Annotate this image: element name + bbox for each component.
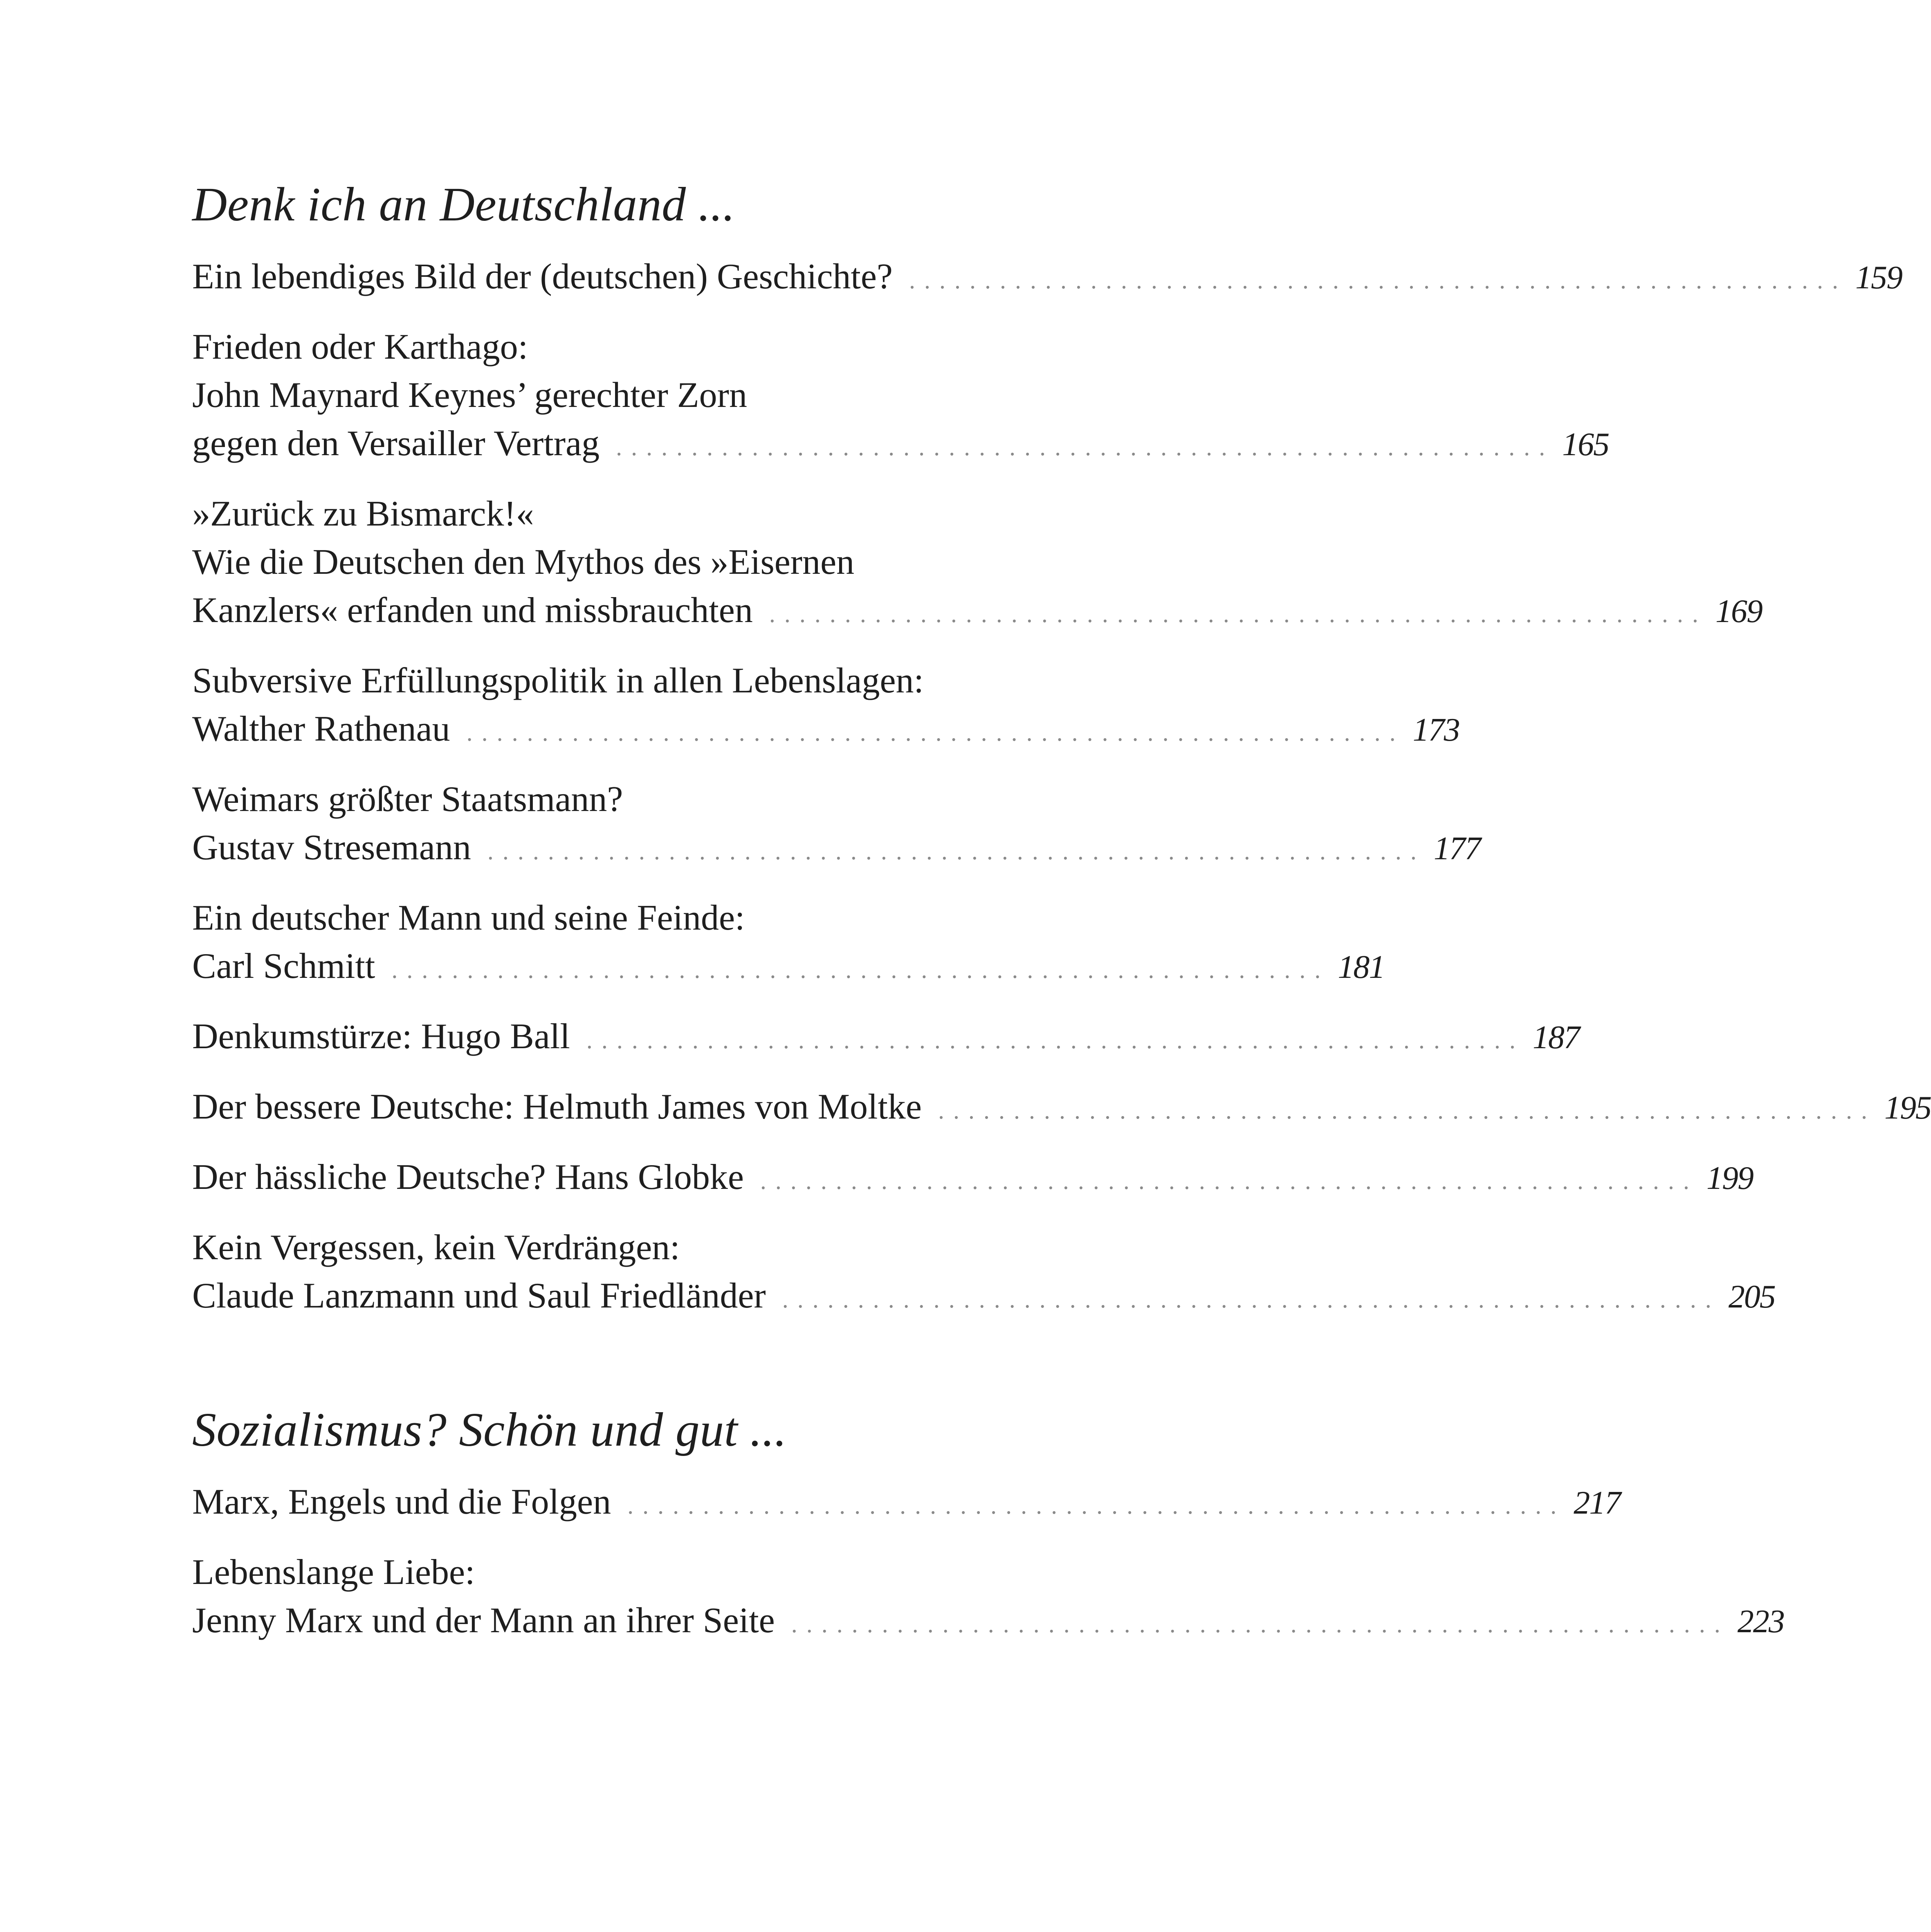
- toc-entry[interactable]: [192, 1224, 1775, 1323]
- page-number: 195: [1884, 1090, 1931, 1126]
- entry-last-line: [192, 942, 1385, 994]
- entry-title-line: Weimars größter Staatsmann?: [192, 780, 623, 819]
- dot-leader: ..............................................................: [616, 434, 1554, 461]
- page-number: 205: [1728, 1279, 1775, 1315]
- entry-title-line: Der hässliche Deutsche? Hans Globke: [192, 1157, 744, 1197]
- entry-title-line: John Maynard Keynes’ gerechter Zorn: [192, 375, 747, 415]
- toc-entry[interactable]: [192, 1153, 1753, 1205]
- entry-title-line: Walther Rathenau: [192, 709, 450, 749]
- dot-leader: ..............................................................: [938, 1097, 1876, 1124]
- entry-last-line: [192, 1478, 1621, 1530]
- entry-last-line: [192, 1272, 1775, 1323]
- page-number: 181: [1338, 949, 1385, 985]
- page-number: 169: [1715, 593, 1762, 629]
- entry-title-line: Carl Schmitt: [192, 946, 375, 986]
- page-number: 199: [1706, 1160, 1753, 1196]
- page-number: 217: [1574, 1485, 1621, 1521]
- entry-last-line: [192, 1083, 1931, 1134]
- entry-title-line: Marx, Engels und die Folgen: [192, 1482, 611, 1522]
- entry-title-line: Gustav Stresemann: [192, 828, 471, 867]
- page-number: 173: [1412, 712, 1459, 748]
- entry-last-line: [192, 1597, 1784, 1648]
- page-number: 177: [1433, 831, 1480, 867]
- dot-leader: ..............................................................: [909, 267, 1847, 294]
- entry-title-line: Kanzlers« erfanden und missbrauchten: [192, 591, 753, 630]
- entry-title-line: Ein lebendiges Bild der (deutschen) Geschichte?: [192, 257, 893, 297]
- table-of-contents: [192, 176, 1931, 1667]
- toc-entry[interactable]: [192, 1548, 1784, 1648]
- toc-entry[interactable]: [192, 1083, 1931, 1134]
- dot-leader: ..............................................................: [586, 1027, 1525, 1054]
- section-title: Sozialismus? Schön und gut ...: [192, 1403, 787, 1456]
- page-number: 187: [1532, 1020, 1579, 1056]
- toc-entry[interactable]: [192, 323, 1609, 471]
- dot-leader: ..............................................................: [791, 1611, 1729, 1638]
- entry-last-line: [192, 824, 1480, 875]
- entry-title-line: Lebenslange Liebe:: [192, 1552, 475, 1592]
- entry-last-line: [192, 586, 1762, 638]
- entry-last-line: [192, 420, 1609, 471]
- entry-title-line: »Zurück zu Bismarck!«: [192, 494, 534, 534]
- toc-entry[interactable]: [192, 894, 1385, 994]
- entry-title-line: Der bessere Deutsche: Helmuth James von Moltke: [192, 1087, 922, 1127]
- toc-section-deutschland: [192, 176, 1931, 1323]
- entry-title-line: gegen den Versailler Vertrag: [192, 424, 600, 463]
- entry-title-line: Wie die Deutschen den Mythos des »Eisernen: [192, 542, 855, 582]
- page-number: 159: [1855, 260, 1902, 296]
- page-number: 165: [1562, 427, 1609, 463]
- entry-last-line: [192, 705, 1459, 757]
- entry-title-line: Denkumstürze: Hugo Ball: [192, 1017, 570, 1056]
- entry-last-line: [192, 253, 1902, 304]
- entry-title-line: Jenny Marx und der Mann an ihrer Seite: [192, 1601, 775, 1640]
- entry-title-line: Subversive Erfüllungspolitik in allen Lebenslagen:: [192, 661, 924, 701]
- dot-leader: ..............................................................: [391, 956, 1330, 983]
- dot-leader: ..............................................................: [782, 1286, 1720, 1313]
- entry-title-line: Kein Vergessen, kein Verdrängen:: [192, 1228, 680, 1267]
- toc-entry[interactable]: [192, 775, 1480, 875]
- dot-leader: ..............................................................: [769, 600, 1707, 627]
- toc-entry[interactable]: [192, 253, 1902, 304]
- dot-leader: ..............................................................: [487, 838, 1426, 865]
- section-title: Denk ich an Deutschland ...: [192, 177, 735, 231]
- toc-entry[interactable]: [192, 1013, 1579, 1064]
- entry-title-line: Claude Lanzmann und Saul Friedländer: [192, 1276, 766, 1316]
- toc-entry[interactable]: [192, 1478, 1621, 1530]
- entry-title-line: Ein deutscher Mann und seine Feinde:: [192, 898, 745, 938]
- toc-entry[interactable]: [192, 657, 1459, 757]
- entry-last-line: [192, 1013, 1579, 1064]
- dot-leader: ..............................................................: [466, 719, 1405, 746]
- entry-last-line: [192, 1153, 1753, 1205]
- toc-section-sozialismus: [192, 1401, 1784, 1648]
- dot-leader: ..............................................................: [760, 1167, 1698, 1194]
- page-number: 223: [1737, 1604, 1784, 1640]
- dot-leader: ..............................................................: [627, 1492, 1566, 1519]
- entry-title-line: Frieden oder Karthago:: [192, 327, 528, 367]
- toc-entry[interactable]: [192, 490, 1762, 638]
